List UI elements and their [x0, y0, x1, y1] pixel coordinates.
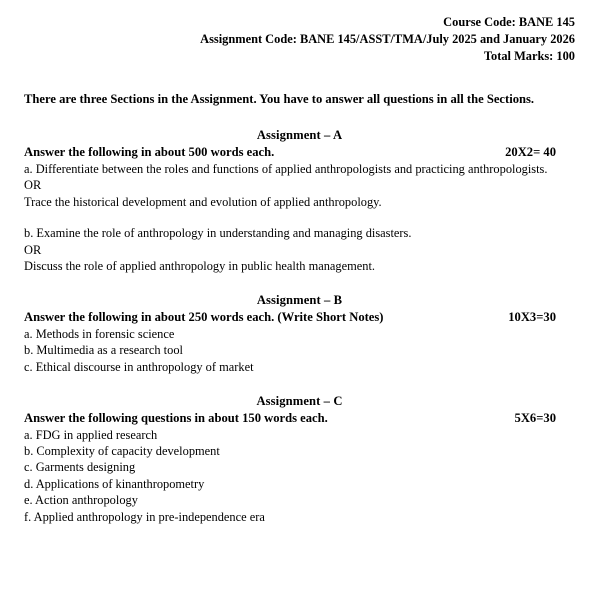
- section-c-title: Assignment – C: [256, 394, 343, 409]
- document-header: [24, 14, 575, 65]
- section-a-item-a-or: OR: [24, 178, 42, 193]
- section-b-instruction: Answer the following in about 250 words each. (Write Short Notes): [24, 310, 384, 325]
- section-c-item-f: f. Applied anthropology in pre-independence era: [24, 509, 265, 524]
- section-a-item-b-alt: Discuss the role of applied anthropology in public health management.: [24, 259, 375, 274]
- section-c-item-e: e. Action anthropology: [24, 493, 138, 508]
- course-code-line: Course Code: BANE 145: [443, 15, 575, 29]
- section-c-item-d: d. Applications of kinanthropometry: [24, 476, 205, 491]
- section-b-item-a: a. Methods in forensic science: [24, 326, 175, 341]
- section-b-item-b: b. Multimedia as a research tool: [24, 343, 183, 358]
- section-a-instruction-row: [24, 144, 575, 161]
- assignment-code-line: Assignment Code: BANE 145/ASST/TMA/July 2025 and January 2026: [200, 32, 575, 46]
- section-assignment-b: [24, 292, 575, 375]
- section-assignment-a: [24, 127, 575, 275]
- intro-instructions: There are three Sections in the Assignment. You have to answer all questions in all the Sections.: [24, 92, 535, 106]
- section-c-instruction: Answer the following questions in about 150 words each.: [24, 411, 328, 426]
- section-b-instruction-row: [24, 309, 575, 326]
- section-a-divider-gap: [24, 210, 575, 225]
- section-c-item-a: a. FDG in applied research: [24, 427, 158, 442]
- section-c-item-b: b. Complexity of capacity development: [24, 444, 220, 459]
- section-c-instruction-row: [24, 410, 575, 427]
- section-a-item-a-alt: Trace the historical development and evolution of applied anthropology.: [24, 194, 382, 209]
- section-assignment-c: [24, 393, 575, 525]
- section-b-item-c: c. Ethical discourse in anthropology of market: [24, 359, 254, 374]
- section-b-title: Assignment – B: [256, 293, 343, 308]
- section-b-marks: 10X3=30: [508, 310, 556, 325]
- section-a-title: Assignment – A: [256, 127, 343, 142]
- section-a-item-a: a. Differentiate between the roles and functions of applied anthropologists and practicing anthropologists.: [24, 162, 548, 176]
- section-c-marks: 5X6=30: [514, 411, 556, 426]
- section-a-item-b: b. Examine the role of anthropology in understanding and managing disasters.: [24, 226, 412, 241]
- section-a-instruction: Answer the following in about 500 words each.: [24, 144, 275, 159]
- section-a-item-b-or: OR: [24, 242, 42, 257]
- section-a-marks: 20X2= 40: [505, 144, 556, 159]
- section-c-item-c: c. Garments designing: [24, 460, 136, 475]
- total-marks-line: Total Marks: 100: [483, 49, 575, 63]
